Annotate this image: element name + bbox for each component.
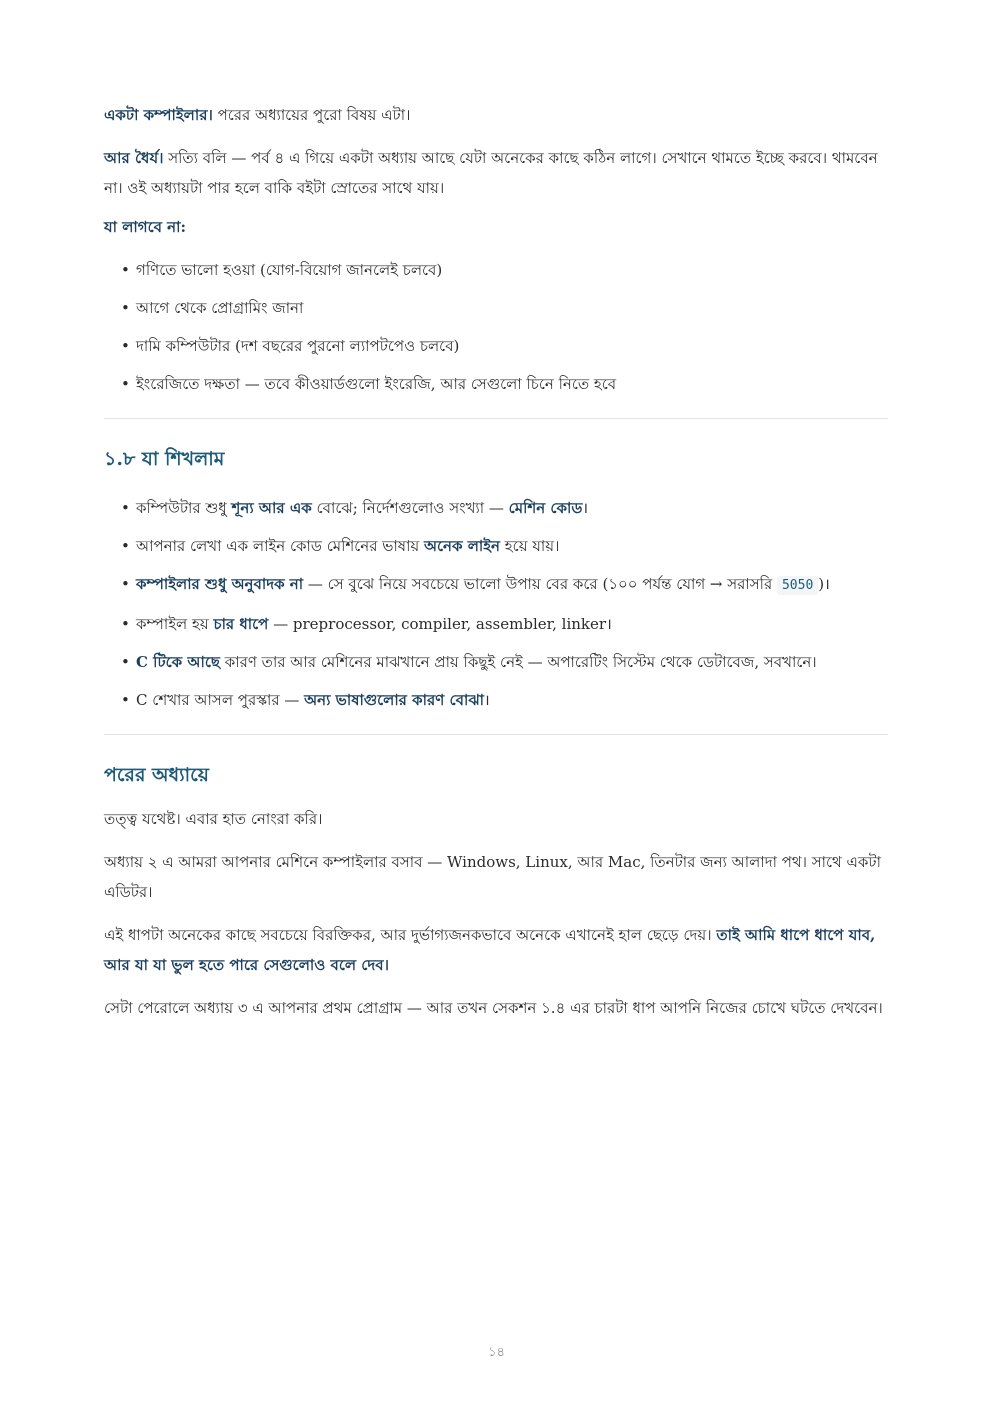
- list-item: • দামি কম্পিউটার (দশ বছরের পুরনো ল্যাপটপেও চলবে): [136, 331, 888, 361]
- item-text: হয়ে যায়।: [500, 537, 560, 555]
- section-heading-learned: ১.৮ যা শিখলাম: [104, 448, 225, 470]
- section-divider: [104, 734, 888, 735]
- list-item: [136, 569, 888, 601]
- list-item: [136, 685, 888, 715]
- item-text: — সে বুঝে নিয়ে সবচেয়ে ভালো উপায় বের করে (১০০ পর্যন্ত যোগ → সরাসরি: [303, 575, 777, 593]
- item-text: কম্পিউটার শুধু: [136, 499, 232, 517]
- paragraph-text: এই ধাপটা অনেকের কাছে সবচেয়ে বিরক্তিকর, আর দুর্ভাগ্যজনকভাবে অনেকে এখানেই হাল ছেড়ে দেয়।: [104, 926, 717, 944]
- page-number: ১৪: [488, 1345, 505, 1360]
- bold-text: শূন্য আর এক: [231, 499, 312, 517]
- bold-text: কম্পাইলার শুধু অনুবাদক না: [136, 575, 304, 593]
- not-needed-list: [104, 255, 888, 399]
- paragraph-text: সত্যি বলি — পর্ব ৪ এ গিয়ে একটা অধ্যায় আছে যেটা অনেকের কাছে কঠিন লাগে। সেখানে থামতে ইচ্ছে করবে। থামবেন না। ওই অধ্যায়টা পার হলে বাকি বইটা স্রোতের সাথে যায়।: [104, 149, 878, 197]
- item-text: আপনার লেখা এক লাইন কোড মেশিনের ভাষায়: [136, 537, 425, 555]
- list-item: [136, 531, 888, 561]
- item-text: ।: [484, 691, 490, 709]
- bold-text: আর ধৈর্য।: [104, 149, 164, 167]
- next-paragraph: [104, 920, 888, 980]
- list-item: [136, 493, 888, 523]
- learned-list: [104, 493, 888, 715]
- bold-text: অন্য ভাষাগুলোর কারণ বোঝা: [304, 691, 485, 709]
- section-divider: [104, 418, 888, 419]
- item-text: — preprocessor, compiler, assembler, linker।: [268, 615, 612, 633]
- page-content: [104, 100, 888, 1036]
- section-heading-next-chapter: পরের অধ্যায়ে: [104, 764, 209, 786]
- intro-paragraph-patience: [104, 143, 888, 203]
- list-item: • ইংরেজিতে দক্ষতা — তবে কীওয়ার্ডগুলো ইংরেজি, আর সেগুলো চিনে নিতে হবে: [136, 369, 888, 399]
- bold-text: একটা কম্পাইলার।: [104, 106, 213, 124]
- inline-code: 5050: [777, 576, 818, 595]
- bold-text: মেশিন কোড: [508, 499, 583, 517]
- item-text: C শেখার আসল পুরস্কার —: [136, 691, 305, 709]
- item-text: কম্পাইল হয়: [136, 615, 214, 633]
- bold-text: অনেক লাইন: [424, 537, 501, 555]
- bold-text: C টিকে আছে: [136, 653, 220, 671]
- paragraph-text: পরের অধ্যায়ের পুরো বিষয় এটা।: [212, 106, 411, 124]
- bold-text: তাই আমি ধাপে ধাপে যাব, আর যা যা ভুল হতে পারে সেগুলোও বলে দেব।: [104, 926, 876, 974]
- not-needed-heading: যা লাগবে না:: [104, 218, 187, 236]
- list-item: • গণিতে ভালো হওয়া (যোগ-বিয়োগ জানলেই চলবে): [136, 255, 888, 285]
- next-paragraph: অধ্যায় ২ এ আমরা আপনার মেশিনে কম্পাইলার বসাব — Windows, Linux, আর Mac, তিনটার জন্য আলাদা পথ। সাথে একটা এডিটর।: [104, 853, 881, 901]
- next-paragraph: তত্ত্ব যথেষ্ট। এবার হাত নোংরা করি।: [104, 810, 323, 828]
- item-text: )।: [818, 575, 830, 593]
- item-text: কারণ তার আর মেশিনের মাঝখানে প্রায় কিছুই নেই — অপারেটিং সিস্টেম থেকে ডেটাবেজ, সবখানে।: [219, 653, 817, 671]
- list-item: [136, 647, 888, 677]
- list-item: [136, 609, 888, 639]
- bold-text: চার ধাপে: [213, 615, 269, 633]
- item-text: বোঝে; নির্দেশগুলোও সংখ্যা —: [311, 499, 509, 517]
- list-item: • আগে থেকে প্রোগ্রামিং জানা: [136, 293, 888, 323]
- intro-paragraph-compiler: [104, 100, 888, 130]
- item-text: ।: [582, 499, 589, 517]
- next-paragraph: সেটা পেরোলে অধ্যায় ৩ এ আপনার প্রথম প্রোগ্রাম — আর তখন সেকশন ১.৪ এর চারটা ধাপ আপনি নিজের চোখে ঘটতে দেখবেন।: [104, 999, 883, 1017]
